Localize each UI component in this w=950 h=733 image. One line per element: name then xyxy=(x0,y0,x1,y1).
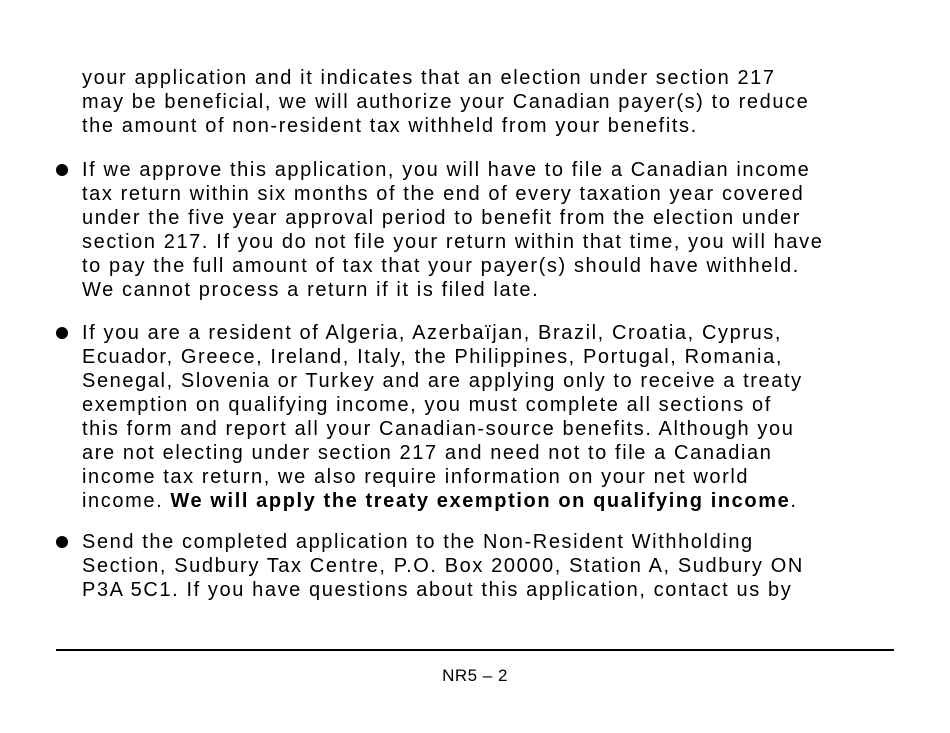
text-line: If you are a resident of Algeria, Azerbaïjan, Brazil, Croatia, Cyprus, xyxy=(82,322,783,344)
text-line: the amount of non-resident tax withheld from your benefits. xyxy=(82,115,698,137)
paragraph-send-application xyxy=(82,530,912,602)
text-line: section 217. If you do not file your return within that time, you will have xyxy=(82,231,824,253)
text-line: under the five year approval period to benefit from the election under xyxy=(82,207,802,229)
text-line: income tax return, we also require information on your net world xyxy=(82,466,750,488)
text-line-prefix: income. xyxy=(82,490,171,512)
paragraph-treaty-exemption xyxy=(82,321,912,513)
text-line: Send the completed application to the Non-Resident Withholding xyxy=(82,531,754,553)
text-line: We cannot process a return if it is filed late. xyxy=(82,279,540,301)
text-line: your application and it indicates that an election under section 217 xyxy=(82,67,776,89)
text-line: this form and report all your Canadian-source benefits. Although you xyxy=(82,418,795,440)
bold-emphasis: We will apply the treaty exemption on qualifying income xyxy=(170,490,791,512)
paragraph-continuation xyxy=(82,66,912,138)
text-line: Section, Sudbury Tax Centre, P.O. Box 20000, Station A, Sudbury ON xyxy=(82,555,804,577)
text-line-mixed xyxy=(82,489,912,513)
page-number: NR5 – 2 xyxy=(442,666,508,685)
text-line-suffix: . xyxy=(790,490,798,512)
bullet-icon xyxy=(56,164,68,176)
bullet-icon xyxy=(56,536,68,548)
footer-divider xyxy=(56,649,894,651)
text-line: are not electing under section 217 and need not to file a Canadian xyxy=(82,442,773,464)
text-line: to pay the full amount of tax that your payer(s) should have withheld. xyxy=(82,255,800,277)
text-line: If we approve this application, you will have to file a Canadian income xyxy=(82,159,811,181)
paragraph-filing-requirement xyxy=(82,158,912,302)
text-line: exemption on qualifying income, you must complete all sections of xyxy=(82,394,772,416)
text-line: Senegal, Slovenia or Turkey and are applying only to receive a treaty xyxy=(82,370,803,392)
text-line: P3A 5C1. If you have questions about this application, contact us by xyxy=(82,579,793,601)
bullet-icon xyxy=(56,327,68,339)
text-line: Ecuador, Greece, Ireland, Italy, the Philippines, Portugal, Romania, xyxy=(82,346,783,368)
text-line: tax return within six months of the end of every taxation year covered xyxy=(82,183,805,205)
text-line: may be beneficial, we will authorize your Canadian payer(s) to reduce xyxy=(82,91,810,113)
